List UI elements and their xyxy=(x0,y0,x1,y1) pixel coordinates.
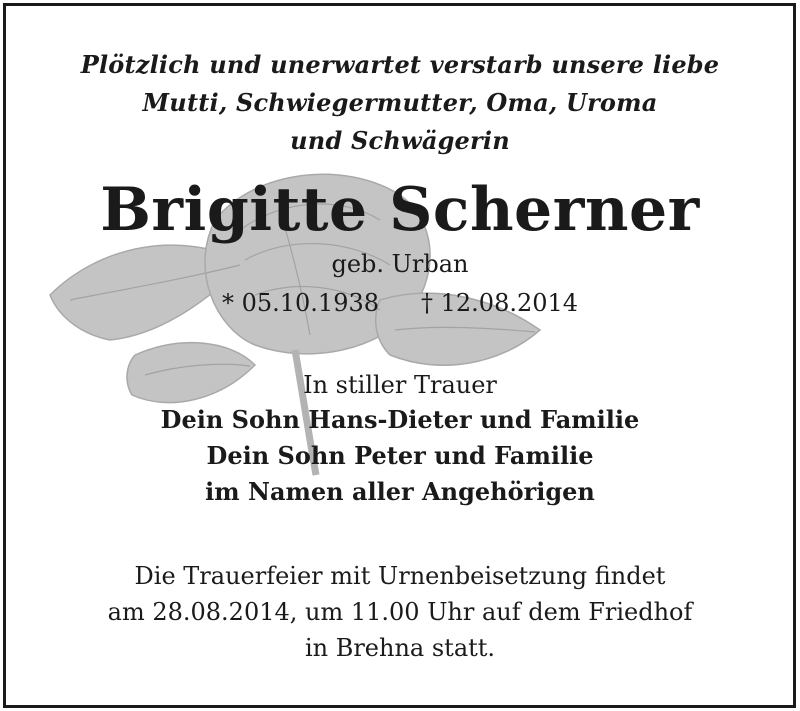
deceased-name: Brigitte Scherner xyxy=(100,175,700,245)
intro-line: Mutti, Schwiegermutter, Oma, Uroma xyxy=(142,88,658,117)
service-info xyxy=(0,558,800,666)
service-line: Die Trauerfeier mit Urnenbeisetzung findet xyxy=(134,562,666,590)
service-line: in Brehna statt. xyxy=(304,634,496,662)
service-line: am 28.08.2014, um 11.00 Uhr auf dem Friedhof xyxy=(107,598,693,626)
intro-line: Plötzlich und unerwartet verstarb unsere liebe xyxy=(80,50,720,79)
birth-date: * 05.10.1938 xyxy=(221,289,379,317)
mourner-line: Dein Sohn Hans-Dieter und Familie xyxy=(160,405,640,434)
mourning-text: In stiller Trauer xyxy=(303,371,497,399)
death-date: † 12.08.2014 xyxy=(421,289,579,317)
mourners-list xyxy=(0,402,800,510)
intro-line: und Schwägerin xyxy=(290,126,510,155)
mourner-line: Dein Sohn Peter und Familie xyxy=(206,441,594,470)
mourner-line: im Namen aller Angehörigen xyxy=(205,477,595,506)
intro-text xyxy=(0,46,800,160)
birth-name: geb. Urban xyxy=(331,250,469,278)
life-dates xyxy=(0,286,800,320)
